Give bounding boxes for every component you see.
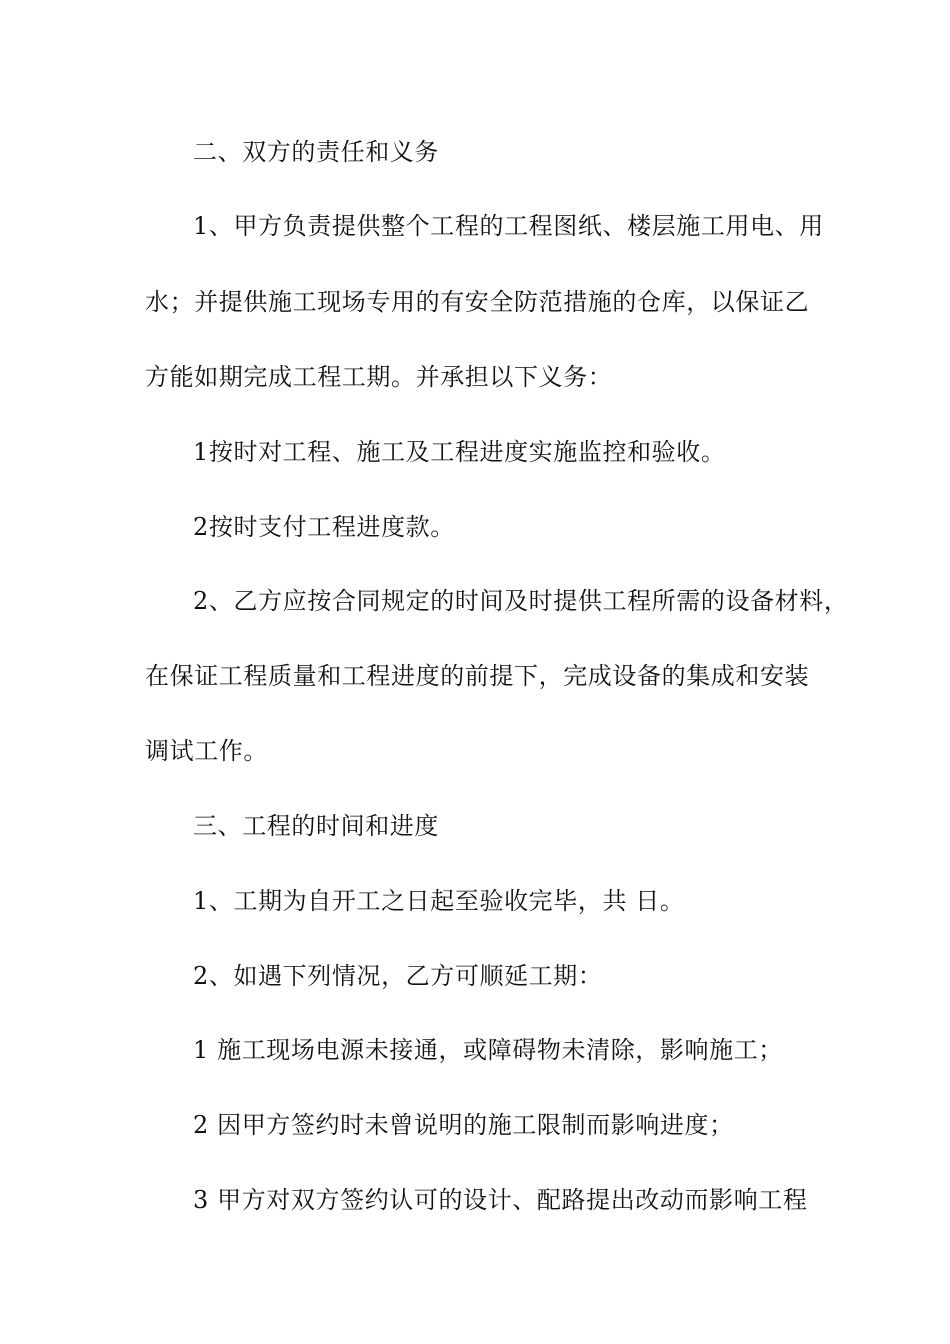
paragraph-line: 1、工期为自开工之日起至验收完毕，共 日。	[193, 887, 685, 915]
paragraph-line: 调试工作。	[145, 737, 268, 765]
list-item: 1 施工现场电源未接通，或障碍物未清除，影响施工；	[193, 1036, 783, 1064]
paragraph-line: 在保证工程质量和工程进度的前提下，完成设备的集成和安装	[145, 662, 810, 690]
section-heading-schedule: 三、工程的时间和进度	[193, 812, 439, 840]
list-item: 3 甲方对双方签约认可的设计、配路提出改动而影响工程	[193, 1186, 808, 1214]
paragraph-line: 2、乙方应按合同规定的时间及时提供工程所需的设备材料，	[193, 587, 849, 615]
paragraph-line: 1、甲方负责提供整个工程的工程图纸、楼层施工用电、用	[193, 212, 824, 240]
list-item: 2 因甲方签约时未曾说明的施工限制而影响进度；	[193, 1111, 734, 1139]
paragraph-line: 水；并提供施工现场专用的有安全防范措施的仓库，以保证乙	[145, 288, 810, 316]
section-heading-responsibilities: 二、双方的责任和义务	[193, 138, 439, 166]
list-item: 1按时对工程、施工及工程进度实施监控和验收。	[193, 438, 726, 466]
paragraph-line: 2、如遇下列情况，乙方可顺延工期：	[193, 962, 603, 990]
paragraph-line: 方能如期完成工程工期。并承担以下义务：	[145, 363, 613, 391]
list-item: 2按时支付工程进度款。	[193, 513, 455, 541]
